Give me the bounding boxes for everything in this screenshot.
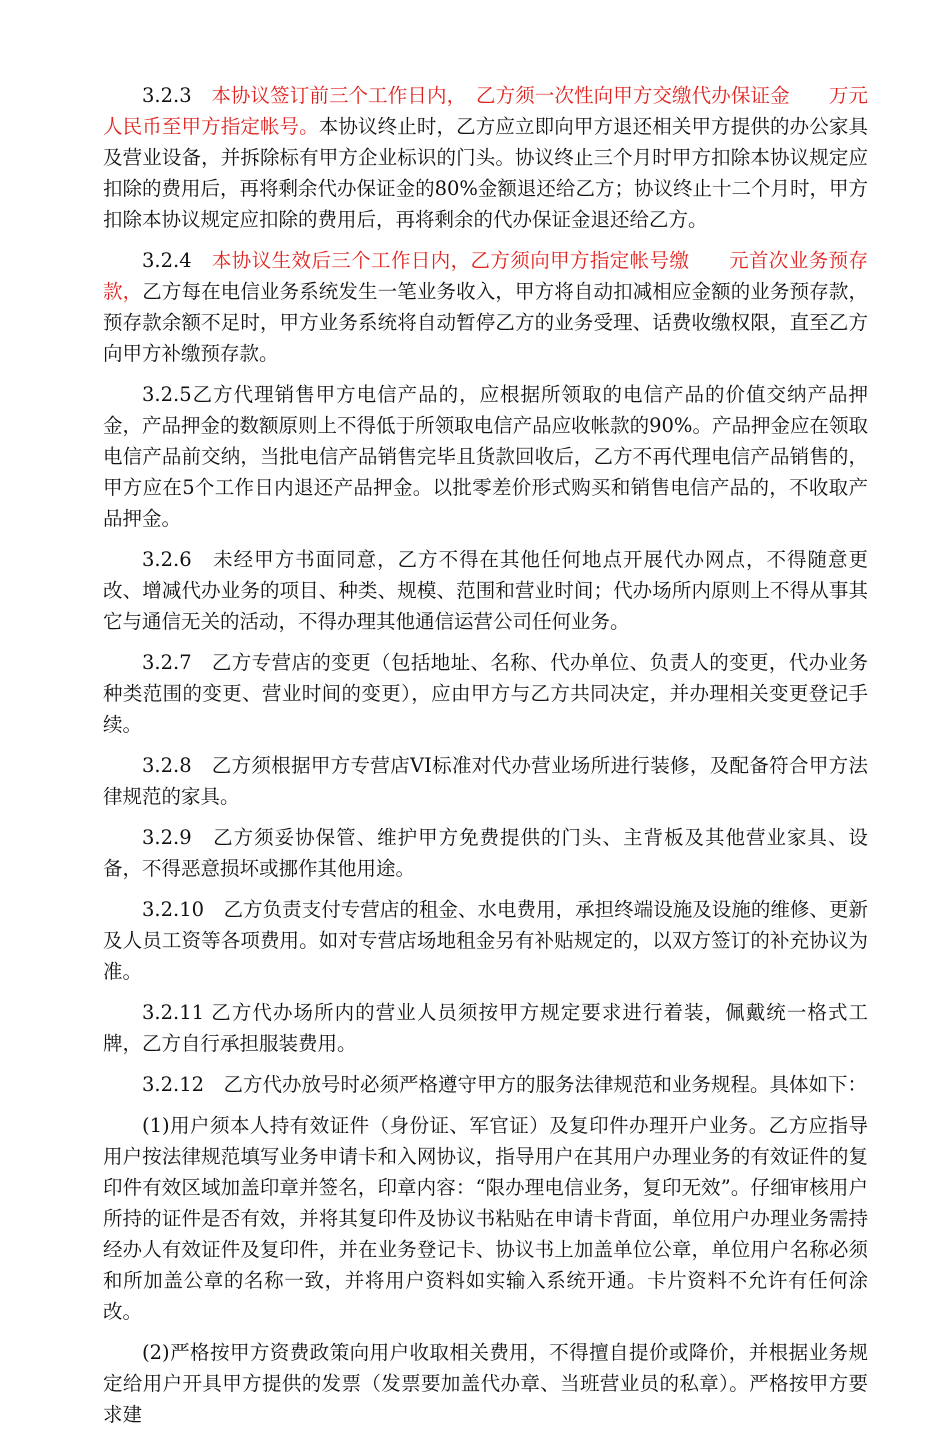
clause-number: 3.2.3 [142, 84, 192, 107]
clause-text: 乙方负责支付专营店的租金、水电费用，承担终端设施及设施的维修、更新及人员工资等各项费用。如对专营店场地租金另有补贴规定的，以双方签订的补充协议为准。 [103, 898, 868, 983]
clause-number: 3.2.8 [142, 754, 192, 777]
clause-3-2-10 [103, 894, 868, 997]
document-body [103, 80, 868, 1440]
clause-text: 乙方专营店的变更（包括地址、名称、代办单位、负责人的变更，代办业务种类范围的变更、营业时间的变更），应由甲方与乙方共同决定，并办理相关变更登记手续。 [103, 651, 868, 736]
list-item-1 [103, 1110, 868, 1337]
clause-3-2-6 [103, 544, 868, 647]
clause-3-2-11 [103, 997, 868, 1069]
clause-number: 3.2.4 [142, 249, 192, 272]
clause-3-2-8 [103, 750, 868, 822]
list-item-number: (2) [142, 1341, 170, 1364]
clause-number: 3.2.9 [142, 826, 192, 849]
clause-text: 乙方代办放号时必须严格遵守甲方的服务法律规范和业务规程。具体如下： [204, 1073, 868, 1096]
list-item-2 [103, 1337, 868, 1440]
list-item-text: 用户须本人持有效证件（身份证、军官证）及复印件办理开户业务。乙方应指导用户按法律规范填写业务申请卡和入网协议，指导用户在其用户办理业务的有效证件的复印件有效区域加盖印章并签名，印章内容：“限办理电信业务，复印无效”。仔细审核用户所持的证件是否有效，并将其复印件及协议书粘贴在申请卡背面，单位用户办理业务需持经办人有效证件及复印件，并在业务登记卡、协议书上加盖单位公章，单位用户名称必须和所加盖公章的名称一致，并将用户资料如实输入系统开通。卡片资料不允许有任何涂改。 [103, 1114, 868, 1323]
clause-number: 3.2.11 [142, 1001, 205, 1024]
clause-text: 乙方须妥协保管、维护甲方免费提供的门头、主背板及其他营业家具、设备，不得恶意损坏或挪作其他用途。 [103, 826, 868, 880]
clause-number: 3.2.7 [142, 651, 192, 674]
clause-number: 3.2.10 [142, 898, 205, 921]
clause-3-2-5 [103, 379, 868, 544]
clause-text: 乙方代理销售甲方电信产品的，应根据所领取的电信产品的价值交纳产品押金，产品押金的数额原则上不得低于所领取电信产品应收帐款的90%。产品押金应在领取电信产品前交纳，当批电信产品销售完毕且货款回收后，乙方不再代理电信产品销售的，甲方应在5个工作日内退还产品押金。以批零差价形式购买和销售电信产品的，不收取产品押金。 [103, 383, 868, 530]
clause-highlight: 本协议签订前三个工作日内， 乙方须一次性向甲方交缴代办保证金 万元人民币至甲方指定帐号。 [103, 84, 868, 138]
clause-3-2-4 [103, 245, 868, 379]
clause-number: 3.2.5 [142, 383, 192, 406]
clause-text: 本协议终止时，乙方应立即向甲方退还相关甲方提供的办公家具及营业设备，并拆除标有甲方企业标识的门头。协议终止三个月时甲方扣除本协议规定应扣除的费用后，再将剩余代办保证金的80%金额退还给乙方；协议终止十二个月时，甲方扣除本协议规定应扣除的费用后，再将剩余的代办保证金退还给乙方。 [103, 115, 868, 231]
clause-text: 乙方每在电信业务系统发生一笔业务收入，甲方将自动扣减相应金额的业务预存款，预存款余额不足时，甲方业务系统将自动暂停乙方的业务受理、话费收缴权限，直至乙方向甲方补缴预存款。 [103, 280, 868, 365]
clause-number: 3.2.6 [142, 548, 192, 571]
list-item-text: 严格按甲方资费政策向用户收取相关费用，不得擅自提价或降价，并根据业务规定给用户开具甲方提供的发票（发票要加盖代办章、当班营业员的私章）。严格按甲方要求建 [103, 1341, 868, 1426]
clause-text: 乙方代办场所内的营业人员须按甲方规定要求进行着装，佩戴统一格式工牌，乙方自行承担服装费用。 [103, 1001, 868, 1055]
clause-text: 乙方须根据甲方专营店VI标准对代办营业场所进行装修，及配备符合甲方法律规范的家具。 [103, 754, 868, 808]
list-item-number: (1) [142, 1114, 170, 1137]
clause-highlight: 本协议生效后三个工作日内，乙方须向甲方指定帐号缴 元首次业务预存款， [103, 249, 868, 303]
clause-3-2-7 [103, 647, 868, 750]
clause-text: 未经甲方书面同意，乙方不得在其他任何地点开展代办网点，不得随意更改、增减代办业务的项目、种类、规模、范围和营业时间；代办场所内原则上不得从事其它与通信无关的活动，不得办理其他通信运营公司任何业务。 [103, 548, 868, 633]
clause-3-2-9 [103, 822, 868, 894]
clause-number: 3.2.12 [142, 1073, 205, 1096]
clause-3-2-3 [103, 80, 868, 245]
clause-3-2-12 [103, 1069, 868, 1110]
